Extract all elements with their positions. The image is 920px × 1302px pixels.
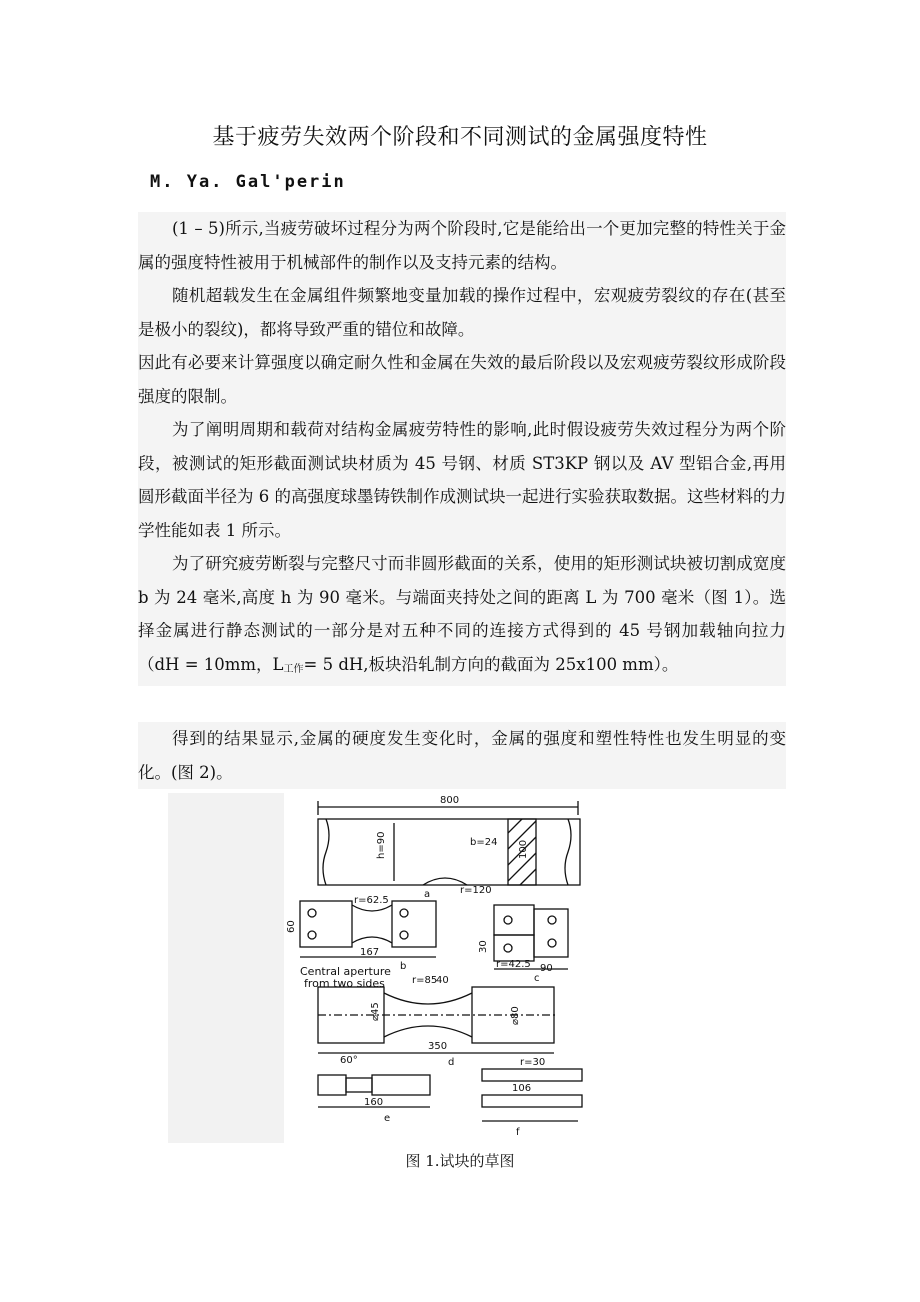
document-title: 基于疲劳失效两个阶段和不同测试的金属强度特性 — [212, 125, 708, 150]
label-r85: r=85 — [412, 975, 438, 986]
paragraph-5-tail: = 5 dH,板块沿轧制方向的截面为 25x100 mm）。 — [303, 654, 679, 674]
label-r425: r=42.5 — [496, 959, 531, 970]
specimen-a-outline — [318, 819, 580, 885]
paragraph-4: 为了阐明周期和载荷对结构金属疲劳特性的影响,此时假设疲劳失效过程分为两个阶段，被测试的矩形截面测试块材质为 45 号钢、材质 ST3KP 钢以及 AV 型铝合金,再用圆形截面半径为 6 的高强度球墨铸铁制作成测试块一起进行实验获取数据。这些材料的力学性能如表 1 所示。 — [138, 413, 786, 547]
label-aperture-1: Central aperture — [300, 965, 391, 978]
label-f: f — [516, 1127, 520, 1138]
label-e: e — [384, 1113, 391, 1124]
label-r120: r=120 — [460, 885, 492, 896]
label-30: 30 — [478, 940, 489, 953]
label-h90: h=90 — [376, 831, 387, 859]
figure-caption: 图 1.试块的草图 — [405, 1152, 515, 1170]
label-60: 60 — [286, 920, 297, 933]
author-name: M. Ya. Gal'perin — [150, 172, 346, 192]
label-160: 160 — [364, 1097, 384, 1108]
label-b24: b=24 — [470, 837, 498, 848]
label-r625: r=62.5 — [354, 895, 389, 906]
label-100: 100 — [518, 839, 529, 859]
label-a: a — [424, 889, 431, 900]
paragraph-6: 得到的结果显示,金属的硬度发生变化时，金属的强度和塑性特性也发生明显的变化。(图 2)。 — [138, 722, 786, 789]
subscript-work: 工作 — [283, 663, 304, 675]
label-b: b — [400, 961, 407, 972]
paragraph-3: 因此有必要来计算强度以确定耐久性和金属在失效的最后阶段以及宏观疲劳裂纹形成阶段强度的限制。 — [138, 346, 786, 413]
label-aperture-2: from two sides — [304, 977, 385, 990]
label-d: d — [448, 1057, 455, 1068]
paragraph-1: (1 – 5)所示,当疲劳破坏过程分为两个阶段时,它是能给出一个更加完整的特性关于金属的强度特性被用于机械部件的制作以及支持元素的结构。 — [138, 212, 786, 279]
label-c: c — [534, 973, 540, 984]
label-167: 167 — [360, 947, 380, 958]
label-r30: r=30 — [520, 1057, 546, 1068]
label-350: 350 — [428, 1041, 448, 1052]
label-106: 106 — [512, 1083, 532, 1094]
figure-1 — [168, 793, 776, 1143]
label-d80: ⌀80 — [510, 1006, 521, 1025]
label-800: 800 — [440, 795, 460, 806]
label-90: 90 — [540, 963, 553, 974]
paragraph-5-text: 为了研究疲劳断裂与完整尺寸而非圆形截面的关系，使用的矩形测试块被切割成宽度 b 为 24 毫米,高度 h 为 90 毫米。与端面夹持处之间的距离 L 为 700 毫米（图 1）。选择金属进行静态测试的一部分是对五种不同的连接方式得到的 45 号钢加载轴向拉力（dH = 10mm，L — [138, 554, 786, 674]
label-60deg: 60° — [340, 1055, 358, 1066]
paragraph-5 — [138, 547, 786, 686]
specimen-sketch — [168, 793, 776, 1143]
label-40: 40 — [436, 975, 449, 986]
paragraph-2: 随机超载发生在金属组件频繁地变量加载的操作过程中，宏观疲劳裂纹的存在(甚至是极小的裂纹)，都将导致严重的错位和故障。 — [138, 279, 786, 346]
label-d45: ⌀45 — [370, 1002, 381, 1021]
